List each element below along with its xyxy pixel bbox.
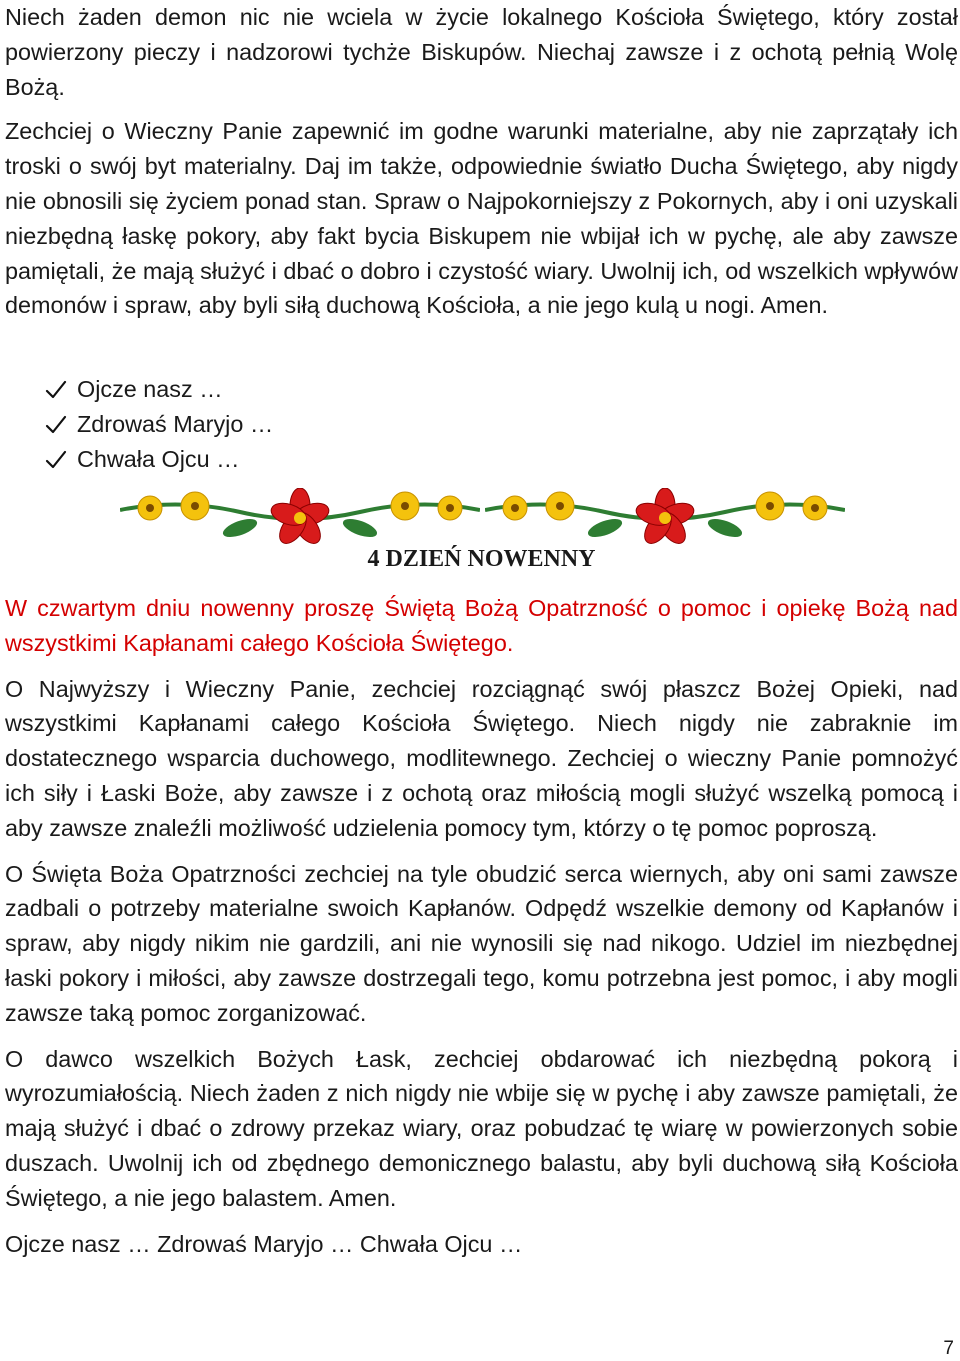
flower-garland-right xyxy=(485,488,845,548)
prayer-item xyxy=(45,407,273,442)
day-closing-prayers: Ojcze nasz … Zdrowaś Maryjo … Chwała Ojcu … xyxy=(5,1230,523,1257)
page-number: 7 xyxy=(943,1338,954,1359)
checkmark-icon xyxy=(45,379,67,401)
day-paragraph-2: O Święta Boża Opatrzności zechciej na tyle obudzić serca wiernych, aby oni sami zawsze zadbali o potrzeby materialne swoich Kapłanów. Odpędź wszelkie demony od Kapłanów i spraw, aby nigdy nikim nie gardzili, ani nie wynosili się nad nikogo. Udziel im niezbędnej łaski pokory i miłości, aby zawsze dostrzegali tego, komu potrzebna jest pomoc, i aby mogli zawsze taką pomoc zorganizować. xyxy=(5,860,958,1026)
intro-paragraph-1: Niech żaden demon nic nie wciela w życie lokalnego Kościoła Świętego, który został powierzony pieczy i nadzorowi tychże Biskupów. Niechaj zawsze i z ochotą pełnią Wolę Bożą. xyxy=(5,4,958,100)
prayer-item xyxy=(45,442,273,477)
checkmark-icon xyxy=(45,449,67,471)
flower-garland-icon xyxy=(485,488,845,548)
prayer-label: Zdrowaś Maryjo … xyxy=(77,411,274,437)
prayer-checklist xyxy=(45,372,273,477)
prayer-item xyxy=(45,372,273,407)
checkmark-icon xyxy=(45,414,67,436)
day-intention: W czwartym dniu nowenny proszę Świętą Bożą Opatrzność o pomoc i opiekę Bożą nad wszystkimi Kapłanami całego Kościoła Świętego. xyxy=(5,595,958,656)
prayer-label: Ojcze nasz … xyxy=(77,376,223,402)
prayer-label: Chwała Ojcu … xyxy=(77,446,240,472)
intro-paragraph-2: Zechciej o Wieczny Panie zapewnić im godne warunki materialne, aby nie zaprzątały ich troski o swój byt materialny. Daj im także, odpowiednie światło Ducha Świętego, aby nigdy nie obnosili się życiem ponad stan. Spraw o Najpokorniejszy z Pokornych, aby i oni uzyskali niezbędną łaskę pokory, aby fakt bycia Biskupem nie wbijał ich w pychę, ale aby zawsze pamiętali, że mają służyć i dbać o dobro i czystość wiary. Uwolnij ich, od wszelkich wpływów demonów i spraw, aby byli siłą duchową Kościoła, a nie jego kulą u nogi. Amen. xyxy=(5,118,958,319)
day-paragraph-3: O dawco wszelkich Bożych Łask, zechciej obdarować ich niezbędną pokorą i wyrozumiałością. Niech żaden z nich nigdy nie wbije się w pychę i aby zawsze pamiętali, że mają służyć i dbać o zdrowy przekaz wiary, oraz pobudzać tę wiarę w powierzonych sobie duszach. Uwolnij ich od zbędnego demonicznego balastu, aby byli duchową siłą Kościoła Świętego, a nie jego balastem. Amen. xyxy=(5,1045,958,1211)
day-paragraph-1: O Najwyższy i Wieczny Panie, zechciej rozciągnąć swój płaszcz Bożej Opieki, nad wszystkimi Kapłanami całego Kościoła Świętego. Niech nigdy nie zabraknie im dostatecznego wsparcia duchowego, modlitewnego. Zechciej o wieczny Panie pomnożyć ich siły i Łaski Boże, aby zawsze i z ochotą oraz miłością mogli służyć wszelką pomocą i aby zawsze znaleźli możliwość udzielenia pomocy tym, którzy o tę pomoc poproszą. xyxy=(5,675,958,841)
flower-garland-icon xyxy=(120,488,480,548)
flower-garland-left xyxy=(120,488,480,548)
day-heading: 4 DZIEŃ NOWENNY xyxy=(367,546,596,572)
day-section xyxy=(5,591,958,1261)
intro-section xyxy=(5,0,958,323)
